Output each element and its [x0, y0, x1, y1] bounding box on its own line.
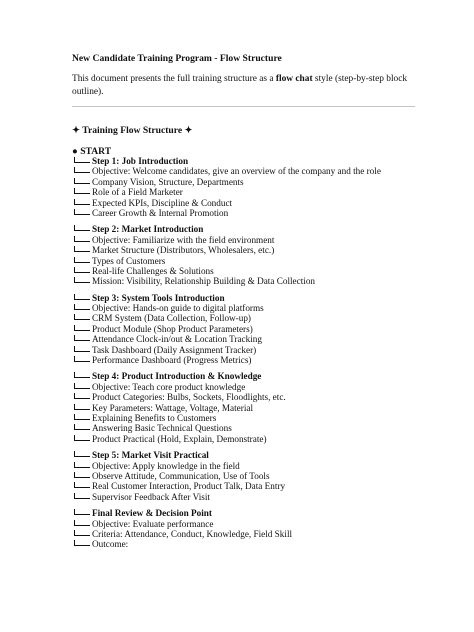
tree-branch-icon — [72, 508, 90, 518]
step-item-text: Product Practical (Hold, Explain, Demonstrate) — [92, 433, 267, 444]
step-item — [72, 403, 472, 413]
step-item — [72, 256, 472, 266]
step-item-text: Performance Dashboard (Progress Metrics) — [92, 355, 252, 366]
tree-branch-icon — [72, 245, 90, 255]
step-item-text: Expected KPIs, Discipline & Conduct — [92, 197, 233, 208]
tree-branch-icon — [72, 177, 90, 187]
tree-branch-icon — [72, 156, 90, 166]
step-heading — [72, 224, 472, 234]
tree-branch-icon — [72, 313, 90, 323]
step-item — [72, 492, 472, 502]
flow-steps — [72, 156, 472, 556]
step-block — [72, 371, 472, 444]
step-item — [72, 177, 472, 187]
tree-branch-icon — [72, 276, 90, 286]
step-item — [72, 382, 472, 392]
step-item-text: Attendance Clock-in/out & Location Tracking — [92, 334, 262, 345]
step-item — [72, 324, 472, 334]
step-item — [72, 392, 472, 402]
step-item — [72, 423, 472, 433]
step-item — [72, 481, 472, 491]
document-title: New Candidate Training Program - Flow Structure — [72, 53, 282, 64]
tree-branch-icon — [72, 434, 90, 444]
step-heading — [72, 508, 472, 518]
tree-branch-icon — [72, 450, 90, 460]
tree-branch-icon — [72, 266, 90, 276]
step-item — [72, 539, 472, 549]
horizontal-divider — [72, 106, 415, 107]
step-item-text: Real-life Challenges & Solutions — [92, 265, 214, 276]
step-item — [72, 235, 472, 245]
step-item-text: Objective: Familiarize with the field environment — [92, 234, 275, 245]
step-item — [72, 355, 472, 365]
step-item — [72, 519, 472, 529]
step-item-text: Mission: Visibility, Relationship Building & Data Collection — [92, 276, 316, 287]
step-heading — [72, 156, 472, 166]
tree-branch-icon — [72, 334, 90, 344]
step-item-text: Objective: Evaluate performance — [92, 518, 214, 529]
tree-branch-icon — [72, 519, 90, 529]
step-item-text: Role of a Field Marketer — [92, 187, 183, 198]
start-label: ● START — [72, 146, 112, 157]
step-item-text: Product Categories: Bulbs, Sockets, Floodlights, etc. — [92, 392, 286, 403]
step-item-text: Career Growth & Internal Promotion — [92, 207, 229, 218]
step-item — [72, 413, 472, 423]
step-heading-text: Step 3: System Tools Introduction — [92, 292, 225, 303]
step-item — [72, 303, 472, 313]
intro-text-end: style (step-by-step block outline). — [72, 74, 408, 97]
step-heading-text: Step 1: Job Introduction — [92, 156, 189, 166]
tree-branch-icon — [72, 539, 90, 549]
step-block — [72, 450, 472, 502]
intro-bold-term: flow chat — [275, 74, 313, 84]
tree-branch-icon — [72, 403, 90, 413]
tree-branch-icon — [72, 303, 90, 313]
step-item-text: Types of Customers — [92, 255, 166, 266]
step-item-text: Outcome: — [92, 539, 129, 550]
step-item — [72, 461, 472, 471]
step-item — [72, 208, 472, 218]
tree-branch-icon — [72, 481, 90, 491]
tree-branch-icon — [72, 235, 90, 245]
tree-branch-icon — [72, 413, 90, 423]
step-item-text: Task Dashboard (Daily Assignment Tracker) — [92, 344, 257, 355]
step-item — [72, 187, 472, 197]
step-item-text: CRM System (Data Collection, Follow-up) — [92, 313, 251, 324]
step-item-text: Product Module (Shop Product Parameters) — [92, 323, 253, 334]
tree-branch-icon — [72, 224, 90, 234]
tree-branch-icon — [72, 166, 90, 176]
tree-branch-icon — [72, 256, 90, 266]
step-heading-text: Step 2: Market Introduction — [92, 224, 204, 235]
step-heading-text: Step 5: Market Visit Practical — [92, 450, 209, 461]
step-item — [72, 334, 472, 344]
step-item-text: Explaining Benefits to Customers — [92, 412, 217, 423]
step-item-text: Objective: Teach core product knowledge — [92, 381, 246, 392]
tree-branch-icon — [72, 492, 90, 502]
step-item — [72, 529, 472, 539]
step-item — [72, 198, 472, 208]
step-item — [72, 471, 472, 481]
tree-branch-icon — [72, 461, 90, 471]
tree-branch-icon — [72, 187, 90, 197]
step-item — [72, 166, 472, 176]
step-item-text: Supervisor Feedback After Visit — [92, 491, 210, 502]
section-heading: ✦ Training Flow Structure ✦ — [72, 125, 193, 136]
step-item — [72, 266, 472, 276]
step-item — [72, 434, 472, 444]
intro-text-start: This document presents the full training structure as a — [72, 74, 276, 84]
tree-branch-icon — [72, 423, 90, 433]
step-item — [72, 345, 472, 355]
tree-branch-icon — [72, 471, 90, 481]
step-item — [72, 313, 472, 323]
step-heading-text: Final Review & Decision Point — [92, 508, 212, 519]
step-item — [72, 245, 472, 255]
tree-branch-icon — [72, 371, 90, 381]
step-item-text: Objective: Hands-on guide to digital platforms — [92, 303, 264, 314]
step-item-text: Company Vision, Structure, Departments — [92, 176, 244, 187]
step-heading — [72, 293, 472, 303]
step-block — [72, 224, 472, 286]
step-item-text: Key Parameters: Wattage, Voltage, Material — [92, 402, 254, 413]
step-block — [72, 293, 472, 366]
step-item-text: Objective: Welcome candidates, give an overview of the company and the role — [92, 166, 381, 177]
tree-branch-icon — [72, 529, 90, 539]
step-item-text: Real Customer Interaction, Product Talk, Data Entry — [92, 481, 286, 492]
intro-paragraph — [72, 73, 412, 99]
step-block — [72, 508, 472, 550]
tree-branch-icon — [72, 198, 90, 208]
step-heading — [72, 371, 472, 381]
tree-branch-icon — [72, 382, 90, 392]
step-item-text: Observe Attitude, Communication, Use of Tools — [92, 470, 270, 481]
step-block — [72, 156, 472, 218]
tree-branch-icon — [72, 355, 90, 365]
step-item-text: Objective: Apply knowledge in the field — [92, 460, 240, 471]
step-item-text: Criteria: Attendance, Conduct, Knowledge, Field Skill — [92, 528, 293, 539]
step-heading-text: Step 4: Product Introduction & Knowledge — [92, 371, 262, 382]
tree-branch-icon — [72, 345, 90, 355]
tree-branch-icon — [72, 392, 90, 402]
step-item-text: Market Structure (Distributors, Wholesalers, etc.) — [92, 245, 275, 256]
tree-branch-icon — [72, 324, 90, 334]
step-item-text: Answering Basic Technical Questions — [92, 423, 232, 434]
tree-branch-icon — [72, 208, 90, 218]
step-item — [72, 276, 472, 286]
tree-branch-icon — [72, 293, 90, 303]
step-heading — [72, 450, 472, 460]
